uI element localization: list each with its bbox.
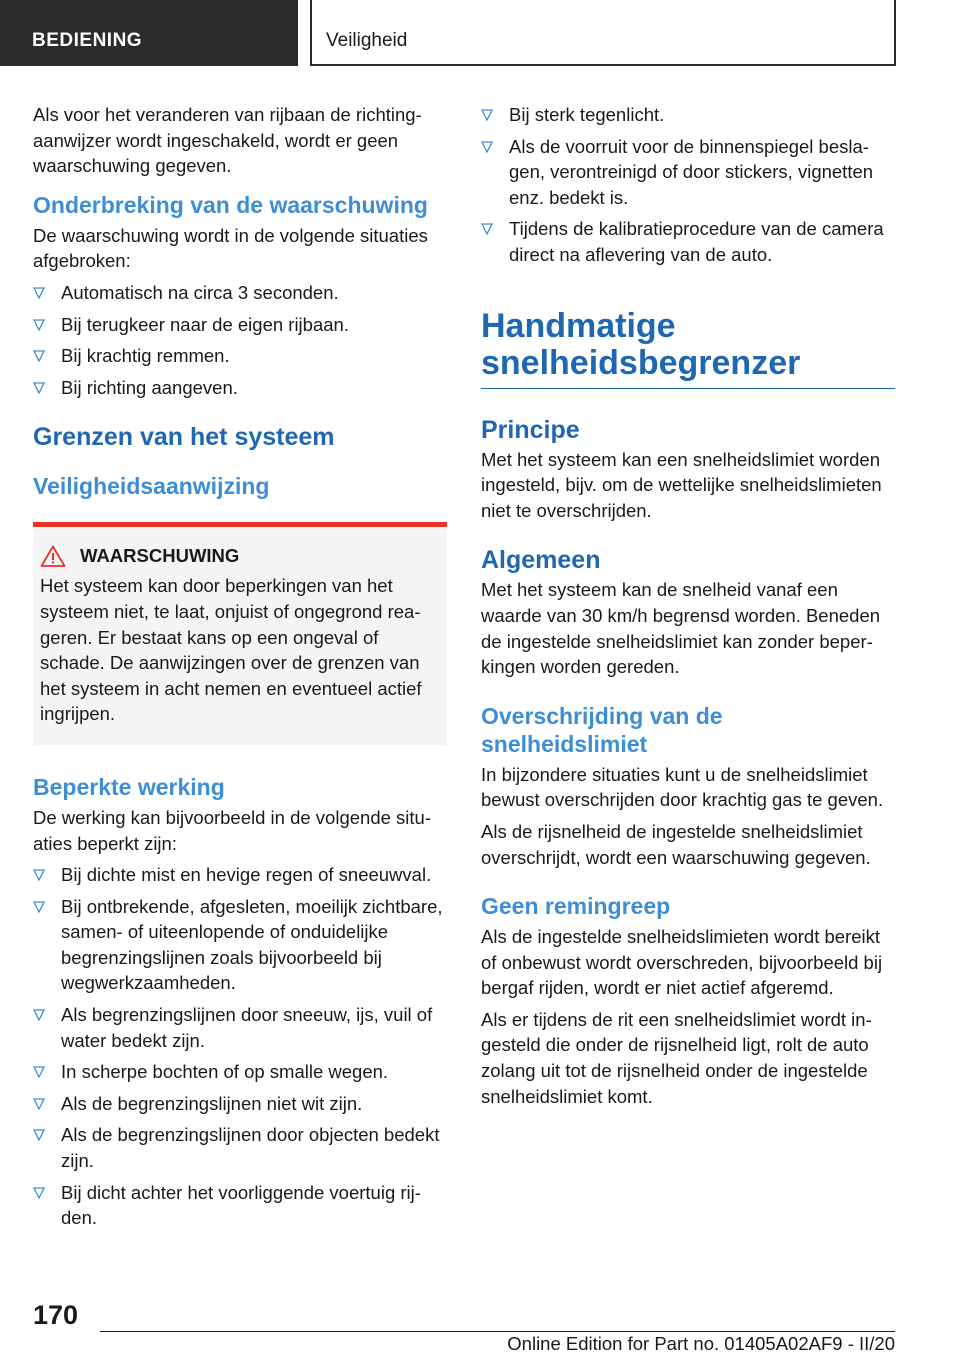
section-label: BEDIENING xyxy=(32,30,143,51)
section-title: Handmatige snelheidsbegrenzer xyxy=(481,308,895,389)
list-item: Bij terugkeer naar de eigen rijbaan. xyxy=(33,312,447,338)
warning-title-row xyxy=(40,545,441,567)
triangle-bullet-icon xyxy=(33,1098,45,1110)
continued-list xyxy=(481,102,895,268)
nobrake-text-1: Als de ingestelde snelheidslimieten wordt bereikt of onbewust wordt overschreden, bijvoorbeeld bij bergaf rijden, wordt er niet actief afgeremd. xyxy=(481,926,883,999)
interrupt-list xyxy=(33,280,447,400)
exceed-text-1: In bijzondere situaties kunt u de snelheidslimiet bewust overschrijden door krachtig gas te geven. xyxy=(481,763,884,811)
footer-rule xyxy=(100,1331,895,1332)
left-column xyxy=(33,102,447,1237)
triangle-bullet-icon xyxy=(33,1009,45,1021)
nobrake-heading: Geen remingreep xyxy=(481,893,671,920)
triangle-bullet-icon xyxy=(33,901,45,913)
triangle-bullet-icon xyxy=(481,223,493,235)
limited-heading: Beperkte werking xyxy=(33,773,225,800)
list-item: Als de voorruit voor de binnenspiegel beslagen, verontreinigd of door stickers, vignetten enz. bedekt is. xyxy=(481,134,895,211)
intro-paragraph: Als voor het veranderen van rijbaan de richtingaanwijzer wordt ingeschakeld, wordt er geen waarschuwing gegeven. xyxy=(33,104,422,177)
chapter-tab xyxy=(310,0,896,66)
general-text: Met het systeem kan de snelheid vanaf een waarde van 30 km/h begrensd worden. Beneden de ingestelde snelheidslimiet kan zonder beperkingen worden gereden. xyxy=(481,579,881,678)
list-item: Bij dicht achter het voorliggende voertuig rijden. xyxy=(33,1180,447,1231)
right-column xyxy=(481,102,895,1115)
list-item: In scherpe bochten of op smalle wegen. xyxy=(33,1059,447,1085)
interrupt-text: De waarschuwing wordt in de volgende situaties afgebroken: xyxy=(33,224,428,272)
triangle-bullet-icon xyxy=(33,287,45,299)
edition-text: Online Edition for Part no. 01405A02AF9 - II/20 xyxy=(507,1333,895,1354)
list-item: Tijdens de kalibratieprocedure van de camera direct na aflevering van de auto. xyxy=(481,216,895,267)
principle-heading: Principe xyxy=(481,415,580,444)
list-item: Als begrenzingslijnen door sneeuw, ijs, vuil of water bedekt zijn. xyxy=(33,1002,447,1053)
chapter-label: Veiligheid xyxy=(326,30,408,51)
warning-triangle-icon xyxy=(40,545,66,567)
exceed-text-2: Als de rijsnelheid de ingestelde snelheidslimiet overschrijdt, wordt een waarschuwing gegeven. xyxy=(481,820,871,868)
triangle-bullet-icon xyxy=(481,141,493,153)
exceed-heading: Overschrijding van de snelheidslimiet xyxy=(481,702,723,757)
triangle-bullet-icon xyxy=(33,1066,45,1078)
page-header xyxy=(0,0,960,66)
nobrake-text-2: Als er tijdens de rit een snelheidslimiet wordt ingesteld die onder de rijsnelheid ligt, rolt de auto zolang uit tot de rijsnelheid onder de ingestelde snelheidslimiet komt. xyxy=(481,1008,872,1107)
section-tab xyxy=(0,0,298,66)
safety-heading: Veiligheidsaanwijzing xyxy=(33,473,270,500)
list-item: Als de begrenzingslijnen door objecten bedekt zijn. xyxy=(33,1122,447,1173)
triangle-bullet-icon xyxy=(33,1129,45,1141)
limits-heading: Grenzen van het systeem xyxy=(33,423,335,452)
page-number: 170 xyxy=(33,1300,79,1330)
limited-list xyxy=(33,862,447,1231)
warning-box xyxy=(33,522,447,745)
triangle-bullet-icon xyxy=(33,319,45,331)
list-item: Bij dichte mist en hevige regen of sneeuwval. xyxy=(33,862,447,888)
list-item: Bij sterk tegenlicht. xyxy=(481,102,895,128)
list-item: Automatisch na circa 3 seconden. xyxy=(33,280,447,306)
list-item: Bij krachtig remmen. xyxy=(33,343,447,369)
limited-text: De werking kan bijvoorbeeld in de volgende situaties beperkt zijn: xyxy=(33,806,431,854)
list-item: Bij ontbrekende, afgesleten, moeilijk zichtbare, samen- of uiteenlopende of onduidelijke begrenzingslijnen zoals bijvoorbeeld bij wegwerkzaamheden. xyxy=(33,894,447,996)
warning-text: Het systeem kan door beperkingen van het systeem niet, te laat, onjuist of ongegrond reageren. Er bestaat kans op een ongeval of schade. De aanwijzingen over de grenzen van het systeem in acht nemen en eventueel actief ingrijpen. xyxy=(40,575,422,725)
triangle-bullet-icon xyxy=(33,382,45,394)
interrupt-heading: Onderbreking van de waarschuwing xyxy=(33,191,428,218)
triangle-bullet-icon xyxy=(33,1187,45,1199)
principle-text: Met het systeem kan een snelheidslimiet worden ingesteld, bijv. om de wettelijke snelheidslimieten niet te overschrijden. xyxy=(481,448,882,521)
list-item: Als de begrenzingslijnen niet wit zijn. xyxy=(33,1091,447,1117)
list-item: Bij richting aangeven. xyxy=(33,375,447,401)
general-heading: Algemeen xyxy=(481,546,601,575)
triangle-bullet-icon xyxy=(33,869,45,881)
triangle-bullet-icon xyxy=(33,350,45,362)
warning-title: WAARSCHUWING xyxy=(80,545,240,567)
triangle-bullet-icon xyxy=(481,109,493,121)
